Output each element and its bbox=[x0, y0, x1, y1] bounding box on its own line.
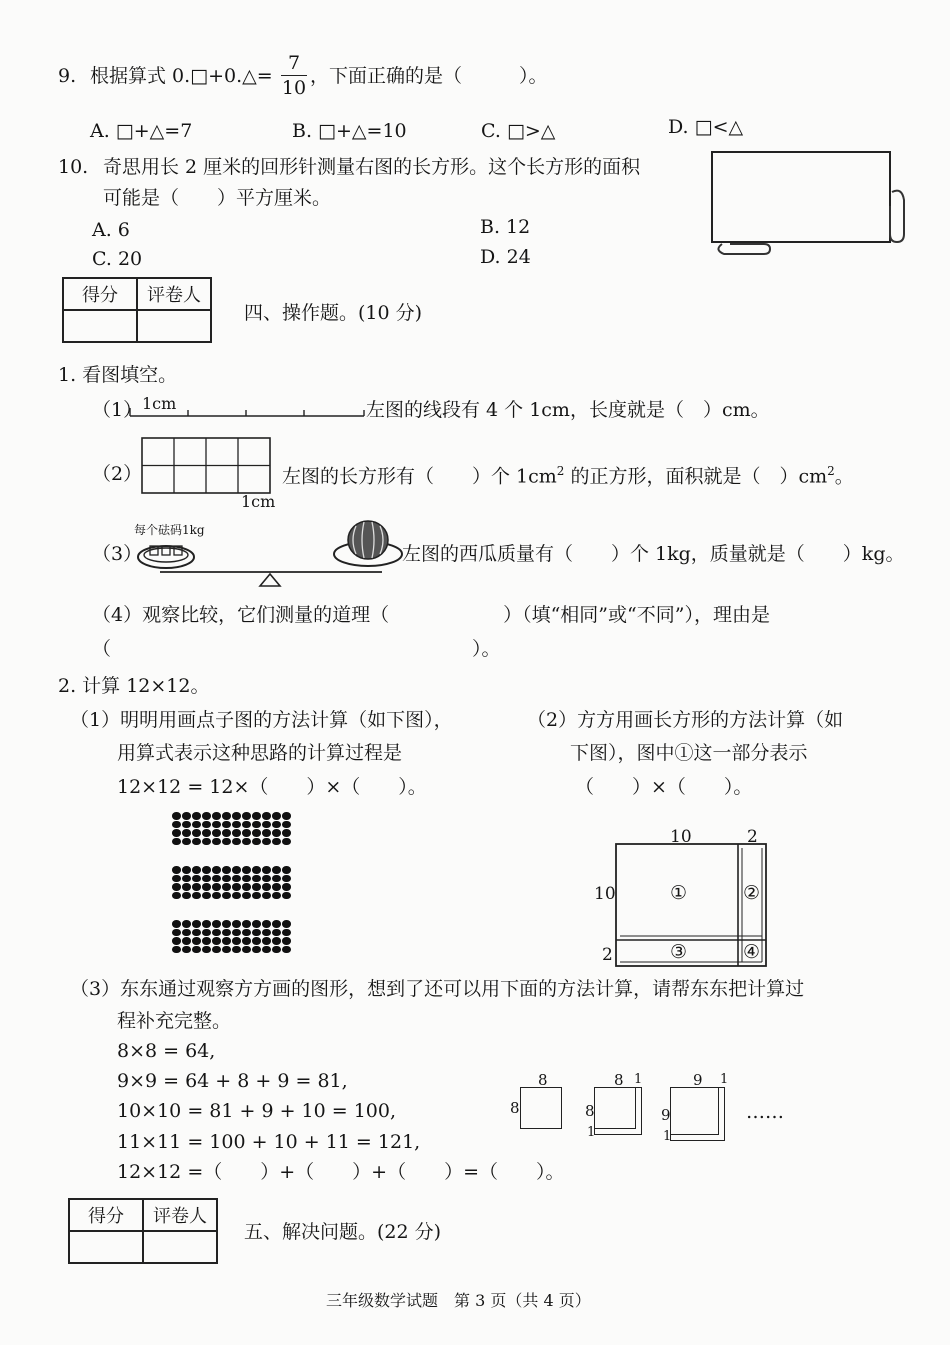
p2-text-b: 的正方形，面积就是（ ）cm bbox=[564, 465, 828, 488]
dot bbox=[272, 883, 281, 891]
dot bbox=[282, 838, 291, 846]
dot bbox=[202, 929, 211, 937]
dot bbox=[182, 946, 191, 954]
dot bbox=[282, 920, 291, 928]
dot bbox=[242, 937, 251, 945]
dot bbox=[282, 866, 291, 874]
dot bbox=[182, 875, 191, 883]
dot bbox=[262, 812, 271, 820]
dot bbox=[282, 829, 291, 837]
p2-text bbox=[282, 465, 854, 486]
area-region-1: ① bbox=[670, 882, 688, 904]
dot bbox=[272, 929, 281, 937]
dot bbox=[262, 892, 271, 900]
dot-array-group-1 bbox=[172, 812, 292, 846]
dot bbox=[212, 946, 221, 954]
area-label-left-2: 2 bbox=[602, 945, 613, 965]
dot bbox=[242, 920, 251, 928]
q10-option-c: C. 20 bbox=[92, 248, 143, 270]
dot bbox=[232, 920, 241, 928]
q9-option-d: D. □<△ bbox=[668, 116, 744, 138]
q2-part3-line2: 程补充完整。 bbox=[117, 1010, 232, 1032]
dot bbox=[202, 875, 211, 883]
dot bbox=[172, 812, 181, 820]
dot bbox=[172, 821, 181, 829]
dot bbox=[202, 883, 211, 891]
p2-label: （2） bbox=[92, 463, 143, 485]
dot bbox=[242, 929, 251, 937]
squares-ellipsis: …… bbox=[746, 1101, 784, 1123]
q9-number: 9. bbox=[58, 65, 77, 87]
dot bbox=[192, 821, 201, 829]
square1-left-label: 8 bbox=[510, 1099, 520, 1117]
dot bbox=[192, 829, 201, 837]
dot bbox=[282, 812, 291, 820]
dot bbox=[172, 829, 181, 837]
dot bbox=[232, 946, 241, 954]
q2-part3-line1: （3）东东通过观察方方画的图形，想到了还可以用下面的方法计算，请帮东东把计算过 bbox=[70, 978, 805, 1000]
dot bbox=[262, 883, 271, 891]
dot bbox=[182, 812, 191, 820]
dot bbox=[212, 920, 221, 928]
dot bbox=[262, 946, 271, 954]
calc-line-3: 10×10 = 81 + 9 + 10 = 100, bbox=[117, 1100, 397, 1122]
dot bbox=[252, 866, 261, 874]
p2-sup-1: 2 bbox=[556, 464, 565, 478]
dot bbox=[172, 946, 181, 954]
p1-text: 左图的线段有 4 个 1cm，长度就是（ ）cm。 bbox=[366, 399, 770, 421]
q10-line1: 奇思用长 2 厘米的回形针测量右图的长方形。这个长方形的面积 bbox=[103, 156, 641, 178]
square2-top-label: 8 bbox=[614, 1071, 624, 1089]
dot bbox=[252, 821, 261, 829]
dot bbox=[202, 829, 211, 837]
q9-option-c: C. □>△ bbox=[481, 120, 556, 142]
dot bbox=[262, 829, 271, 837]
dot bbox=[232, 812, 241, 820]
dot bbox=[242, 892, 251, 900]
dot bbox=[272, 892, 281, 900]
dot bbox=[242, 821, 251, 829]
dot bbox=[182, 866, 191, 874]
q2-part2-line1: （2）方方用画长方形的方法计算（如 bbox=[527, 709, 844, 731]
dot bbox=[192, 892, 201, 900]
p2-sup-2: 2 bbox=[827, 464, 835, 478]
q9-option-a: A. □+△=7 bbox=[90, 120, 193, 142]
grader-header: 评卷人 bbox=[143, 1199, 217, 1231]
p2-grid bbox=[140, 436, 272, 496]
p2-text-a: 左图的长方形有（ ）个 1cm bbox=[282, 465, 557, 488]
dot bbox=[222, 829, 231, 837]
dot bbox=[222, 937, 231, 945]
dot bbox=[212, 883, 221, 891]
section5-title: 五、解决问题。(22 分) bbox=[244, 1221, 442, 1243]
dot bbox=[222, 821, 231, 829]
square3-left-label-extra: 1 bbox=[663, 1129, 672, 1144]
score-box-section5 bbox=[68, 1198, 218, 1264]
dot bbox=[192, 875, 201, 883]
dot bbox=[282, 946, 291, 954]
dot bbox=[272, 946, 281, 954]
q9-stem: 根据算式 0.□+0.△= bbox=[90, 65, 273, 87]
dot bbox=[262, 838, 271, 846]
dot bbox=[232, 875, 241, 883]
q10-option-a: A. 6 bbox=[92, 219, 130, 241]
dot bbox=[192, 920, 201, 928]
dot bbox=[192, 866, 201, 874]
dot bbox=[282, 875, 291, 883]
q10-rectangle-figure bbox=[706, 146, 916, 261]
q9-stem-end: ，下面正确的是（ ）。 bbox=[310, 65, 548, 87]
area-region-3: ③ bbox=[670, 941, 688, 963]
dot bbox=[202, 937, 211, 945]
dot bbox=[182, 892, 191, 900]
calc-line-1: 8×8 = 64, bbox=[117, 1040, 216, 1062]
dot bbox=[252, 829, 261, 837]
dot bbox=[212, 892, 221, 900]
q2-title: 2. 计算 12×12。 bbox=[58, 675, 210, 697]
q10-rectangle bbox=[712, 152, 890, 242]
area-label-left-10: 10 bbox=[594, 884, 616, 904]
q2-part2-line2: 下图），图中①这一部分表示 bbox=[570, 742, 808, 764]
dot bbox=[222, 866, 231, 874]
p1-label: （1） bbox=[92, 399, 143, 421]
dot bbox=[262, 821, 271, 829]
dot bbox=[262, 866, 271, 874]
square3-left-label: 9 bbox=[661, 1106, 671, 1124]
dot bbox=[192, 929, 201, 937]
dot bbox=[252, 812, 261, 820]
square1-top-label: 8 bbox=[538, 1071, 548, 1089]
dot bbox=[282, 929, 291, 937]
dot bbox=[262, 875, 271, 883]
dot bbox=[192, 883, 201, 891]
dot bbox=[212, 838, 221, 846]
q2-part1-line1: （1）明明用画点子图的方法计算（如下图）， bbox=[70, 709, 453, 731]
dot bbox=[232, 866, 241, 874]
p1-segment bbox=[128, 404, 368, 420]
paperclip-icon-right bbox=[890, 191, 904, 242]
q9-fraction-denominator: 10 bbox=[281, 77, 307, 99]
dot bbox=[252, 937, 261, 945]
dot bbox=[202, 866, 211, 874]
grader-cell[interactable] bbox=[143, 1231, 217, 1263]
p2-text-c: 。 bbox=[834, 465, 854, 488]
score-cell[interactable] bbox=[63, 310, 137, 342]
dot bbox=[222, 892, 231, 900]
dot bbox=[202, 946, 211, 954]
dot bbox=[232, 929, 241, 937]
dot bbox=[232, 838, 241, 846]
q2-part1-line2: 用算式表示这种思路的计算过程是 bbox=[117, 742, 403, 764]
q9-fraction bbox=[281, 54, 307, 98]
q10-option-b: B. 12 bbox=[480, 216, 531, 238]
dot bbox=[192, 812, 201, 820]
dot bbox=[212, 875, 221, 883]
dot bbox=[242, 866, 251, 874]
dot bbox=[282, 883, 291, 891]
dot bbox=[212, 866, 221, 874]
dot bbox=[272, 937, 281, 945]
score-box-section4 bbox=[62, 277, 212, 343]
dot bbox=[272, 829, 281, 837]
p4-line2: （ ）。 bbox=[92, 638, 501, 660]
dot bbox=[182, 838, 191, 846]
area-region-2: ② bbox=[743, 882, 761, 904]
dot bbox=[212, 821, 221, 829]
dot bbox=[202, 892, 211, 900]
square-9x9-inner bbox=[594, 1087, 636, 1129]
dot bbox=[212, 937, 221, 945]
score-cell[interactable] bbox=[69, 1231, 143, 1263]
q9-option-b: B. □+△=10 bbox=[292, 120, 407, 142]
dot bbox=[252, 883, 261, 891]
square3-top-label: 9 bbox=[693, 1071, 703, 1089]
square-10x10-inner bbox=[670, 1087, 719, 1135]
dot bbox=[192, 946, 201, 954]
dot bbox=[252, 875, 261, 883]
dot bbox=[172, 937, 181, 945]
dot bbox=[222, 875, 231, 883]
square-8x8 bbox=[520, 1087, 562, 1129]
q10-line2: 可能是（ ）平方厘米。 bbox=[103, 187, 332, 209]
dot-array-group-3 bbox=[172, 920, 292, 954]
dot bbox=[182, 937, 191, 945]
q10-number: 10. bbox=[58, 156, 89, 178]
dot bbox=[262, 920, 271, 928]
dot bbox=[172, 838, 181, 846]
dot bbox=[222, 929, 231, 937]
score-header: 得分 bbox=[69, 1199, 143, 1231]
dot bbox=[252, 892, 261, 900]
dot bbox=[232, 829, 241, 837]
q9-fraction-numerator: 7 bbox=[281, 54, 307, 76]
dot bbox=[272, 812, 281, 820]
left-pan bbox=[138, 546, 194, 568]
dot bbox=[202, 920, 211, 928]
dot bbox=[252, 838, 261, 846]
dot bbox=[262, 937, 271, 945]
dot bbox=[252, 929, 261, 937]
grader-header: 评卷人 bbox=[137, 278, 211, 310]
dot bbox=[232, 937, 241, 945]
dot bbox=[252, 946, 261, 954]
dot-array-group-2 bbox=[172, 866, 292, 900]
dot bbox=[192, 937, 201, 945]
calc-line-2: 9×9 = 64 + 8 + 9 = 81, bbox=[117, 1070, 348, 1092]
dot bbox=[202, 838, 211, 846]
dot bbox=[272, 821, 281, 829]
dot bbox=[282, 821, 291, 829]
dot bbox=[212, 812, 221, 820]
score-header: 得分 bbox=[63, 278, 137, 310]
dot bbox=[182, 920, 191, 928]
area-label-top-2: 2 bbox=[747, 827, 758, 847]
dot bbox=[182, 821, 191, 829]
p3-label: （3） bbox=[92, 543, 143, 565]
dot bbox=[282, 937, 291, 945]
q10-option-d: D. 24 bbox=[480, 246, 531, 268]
square2-top-label-extra: 1 bbox=[634, 1072, 643, 1087]
dot bbox=[202, 821, 211, 829]
dot bbox=[282, 892, 291, 900]
dot bbox=[212, 929, 221, 937]
dot bbox=[172, 929, 181, 937]
area-region-4: ④ bbox=[743, 941, 761, 963]
p1-unit-label: 1cm bbox=[142, 394, 177, 413]
section4-title: 四、操作题。(10 分) bbox=[244, 302, 423, 324]
p3-weight-note: 每个砝码1kg bbox=[134, 523, 205, 537]
dot bbox=[222, 920, 231, 928]
dot bbox=[242, 875, 251, 883]
calc-line-5: 12×12 =（ ）+（ ）+（ ）=（ ）。 bbox=[117, 1161, 565, 1183]
dot bbox=[272, 838, 281, 846]
dot bbox=[172, 866, 181, 874]
dot bbox=[172, 920, 181, 928]
p3-text: 左图的西瓜质量有（ ）个 1kg，质量就是（ ）kg。 bbox=[402, 543, 905, 565]
p4-line1: （4）观察比较，它们测量的道理（ ）（填“相同”或“不同”），理由是 bbox=[92, 604, 770, 626]
square2-left-label-extra: 1 bbox=[587, 1125, 596, 1140]
calc-line-4: 11×11 = 100 + 10 + 11 = 121, bbox=[117, 1131, 421, 1153]
dot bbox=[252, 920, 261, 928]
dot bbox=[262, 929, 271, 937]
dot bbox=[192, 838, 201, 846]
dot bbox=[232, 883, 241, 891]
dot bbox=[202, 812, 211, 820]
dot bbox=[272, 875, 281, 883]
dot bbox=[182, 929, 191, 937]
q1-title: 1. 看图填空。 bbox=[58, 364, 178, 386]
q2-part1-line3: 12×12 = 12×（ ）×（ ）。 bbox=[117, 776, 427, 798]
dot bbox=[182, 829, 191, 837]
dot bbox=[242, 812, 251, 820]
area-label-top-10: 10 bbox=[670, 827, 692, 847]
dot bbox=[222, 812, 231, 820]
dot bbox=[232, 892, 241, 900]
page-footer: 三年级数学试题 第 3 页（共 4 页） bbox=[326, 1291, 591, 1310]
dot bbox=[172, 875, 181, 883]
dot bbox=[222, 883, 231, 891]
watermelon-icon bbox=[348, 521, 388, 559]
grader-cell[interactable] bbox=[137, 310, 211, 342]
dot bbox=[222, 838, 231, 846]
scale-fulcrum bbox=[260, 574, 280, 586]
p2-unit-label: 1cm bbox=[241, 492, 276, 511]
dot bbox=[242, 883, 251, 891]
dot bbox=[232, 821, 241, 829]
dot bbox=[172, 892, 181, 900]
dot bbox=[242, 838, 251, 846]
dot bbox=[172, 883, 181, 891]
square2-left-label: 8 bbox=[585, 1102, 595, 1120]
dot bbox=[212, 829, 221, 837]
dot bbox=[182, 883, 191, 891]
q2-part2-line3: （ ）×（ ）。 bbox=[575, 776, 753, 798]
dot bbox=[272, 920, 281, 928]
dot bbox=[222, 946, 231, 954]
dot bbox=[272, 866, 281, 874]
paperclip-icon-bottom bbox=[718, 244, 770, 254]
square3-top-label-extra: 1 bbox=[720, 1072, 729, 1087]
dot bbox=[242, 829, 251, 837]
dot bbox=[242, 946, 251, 954]
balance-scale-figure bbox=[120, 512, 410, 592]
